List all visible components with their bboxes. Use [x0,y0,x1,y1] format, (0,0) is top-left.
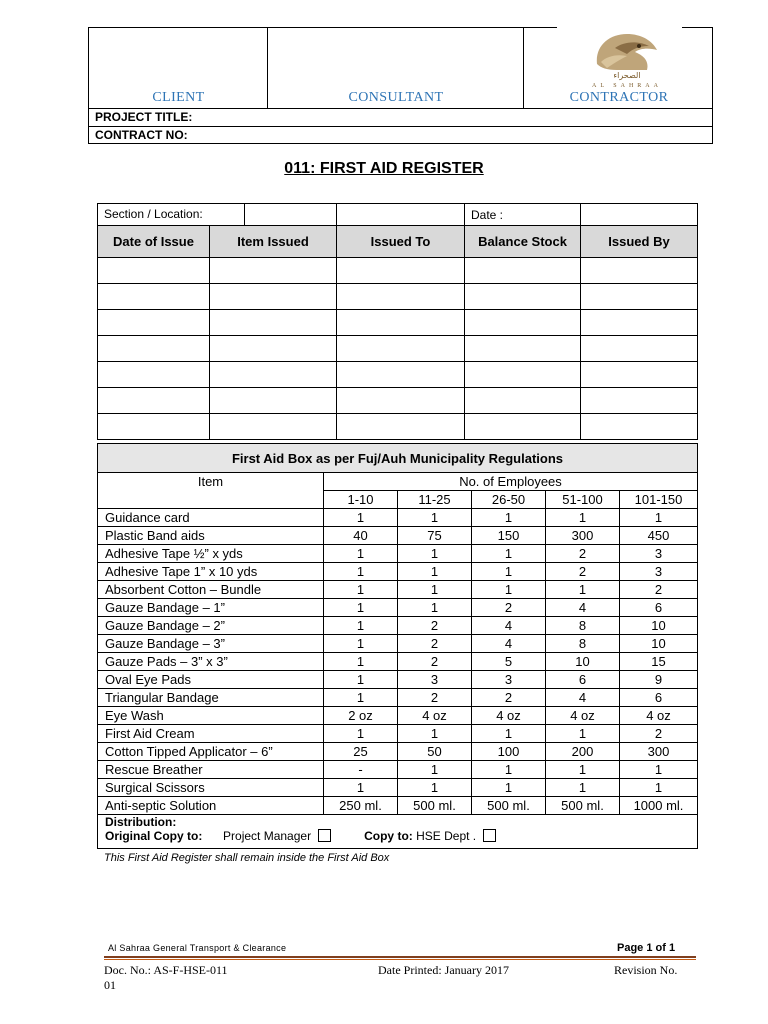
falcon-logo-icon [557,26,682,90]
regulation-item: Absorbent Cotton – Bundle [98,581,324,599]
regulation-quantity: 2 [620,581,698,599]
project-manager-checkbox[interactable] [318,829,331,842]
regulation-row [98,779,698,797]
register-entry-row [98,258,698,284]
entry-cell[interactable] [210,336,337,362]
register-entry-row [98,388,698,414]
regulation-quantity: 500 ml. [472,797,546,815]
entry-cell[interactable] [210,310,337,336]
svg-text:AL SAHRAA: AL SAHRAA [592,83,662,89]
regulations-header-row [98,473,698,491]
date-label: Date : [465,204,581,226]
regulation-quantity: 1 [398,581,472,599]
regulation-quantity: 50 [398,743,472,761]
regulation-quantity: 4 [472,635,546,653]
regulation-item: First Aid Cream [98,725,324,743]
section-cell [98,204,337,226]
entry-cell[interactable] [98,258,210,284]
project-title-row [89,108,712,126]
regulation-quantity: 6 [620,599,698,617]
regulation-quantity: 10 [620,617,698,635]
svg-text:الصحراء: الصحراء [613,71,641,80]
col-item-issued: Item Issued [210,226,337,258]
regulation-item: Gauze Pads – 3” x 3” [98,653,324,671]
entry-cell[interactable] [465,258,581,284]
regulation-quantity: 1 [324,617,398,635]
entry-cell[interactable] [98,284,210,310]
copy-to-label: Copy to: [364,829,413,843]
regulation-quantity: 1 [324,725,398,743]
regulation-quantity: 1 [620,779,698,797]
regulation-quantity: 1 [324,671,398,689]
entry-cell[interactable] [465,388,581,414]
regulation-quantity: 75 [398,527,472,545]
entry-cell[interactable] [581,258,698,284]
regulation-quantity: 1 [546,725,620,743]
register-entry-row [98,310,698,336]
regulation-row [98,563,698,581]
regulation-quantity: 300 [546,527,620,545]
range-header: 26-50 [472,491,546,509]
entry-cell[interactable] [465,310,581,336]
entry-cell[interactable] [581,388,698,414]
regulation-quantity: 4 [472,617,546,635]
regulation-row [98,761,698,779]
footer-company: Al Sahraa General Transport & Clearance [108,943,287,953]
col-issued-by: Issued By [581,226,698,258]
section-label: Section / Location: [98,204,245,225]
regulation-quantity: 4 oz [398,707,472,725]
regulation-quantity: 1 [472,779,546,797]
regulation-row [98,743,698,761]
document-header [88,27,713,144]
regulation-quantity: 2 [472,689,546,707]
company-logo [557,26,682,90]
footer-divider-thin [104,959,696,960]
distribution-cell [98,815,698,849]
register-entry-row [98,336,698,362]
regulation-quantity: 25 [324,743,398,761]
register-entry-row [98,284,698,310]
footer-page-number: Page 1 of 1 [617,942,676,954]
regulation-row [98,599,698,617]
regulation-row [98,617,698,635]
date-field[interactable] [581,204,698,226]
regulation-quantity: 3 [620,563,698,581]
regulation-quantity: 1 [398,563,472,581]
regulation-row [98,653,698,671]
section-field[interactable] [245,204,336,225]
entry-cell[interactable] [465,336,581,362]
regulation-row [98,689,698,707]
contractor-label: CONTRACTOR [569,90,669,105]
footer-divider [104,956,696,958]
regulation-quantity: 2 [546,563,620,581]
regulation-quantity: 4 oz [620,707,698,725]
regulation-quantity: 4 [546,599,620,617]
regulation-item: Triangular Bandage [98,689,324,707]
regulation-item: Rescue Breather [98,761,324,779]
regulation-row [98,797,698,815]
regulation-quantity: 2 [398,617,472,635]
regulation-quantity: 40 [324,527,398,545]
entry-cell[interactable] [581,310,698,336]
regulation-quantity: 1 [324,509,398,527]
hse-dept-checkbox[interactable] [483,829,496,842]
section-value-cell[interactable] [337,204,465,226]
regulation-quantity: 2 [546,545,620,563]
regulation-quantity: 2 [398,689,472,707]
regulation-quantity: 2 [472,599,546,617]
regulations-title-row [98,444,698,473]
regulation-quantity: 1 [472,509,546,527]
regulation-row [98,581,698,599]
col-balance-stock: Balance Stock [465,226,581,258]
regulation-item: Eye Wash [98,707,324,725]
regulation-row [98,671,698,689]
client-label: CLIENT [152,90,205,105]
entry-cell[interactable] [210,258,337,284]
regulation-row [98,509,698,527]
regulation-quantity: 1 [398,761,472,779]
col-date-of-issue: Date of Issue [98,226,210,258]
footer-revision: Revision No. [614,963,678,977]
entry-cell[interactable] [337,388,465,414]
entry-cell[interactable] [210,388,337,414]
entry-cell[interactable] [581,336,698,362]
footer-revision-value: 01 [104,978,116,992]
regulation-quantity: 1 [398,599,472,617]
entry-cell[interactable] [465,362,581,388]
regulation-quantity: 4 oz [472,707,546,725]
regulation-quantity: 6 [546,671,620,689]
regulation-item: Adhesive Tape 1” x 10 yds [98,563,324,581]
regulation-quantity: 500 ml. [546,797,620,815]
regulation-quantity: 1 [472,761,546,779]
regulation-quantity: 500 ml. [398,797,472,815]
regulation-item: Anti-septic Solution [98,797,324,815]
original-copy-label: Original Copy to: [105,829,203,843]
regulation-row [98,725,698,743]
regulations-title: First Aid Box as per Fuj/Auh Municipality Regulations [98,444,698,473]
regulation-quantity: 3 [472,671,546,689]
range-header: 1-10 [324,491,398,509]
register-note: This First Aid Register shall remain inside the First Aid Box [104,852,390,864]
regulation-quantity: 1 [620,509,698,527]
regulation-quantity: 1 [324,581,398,599]
entry-cell[interactable] [98,414,210,440]
regulation-quantity: 1000 ml. [620,797,698,815]
regulation-quantity: 200 [546,743,620,761]
regulation-quantity: 1 [472,725,546,743]
regulation-quantity: 10 [546,653,620,671]
range-header: 51-100 [546,491,620,509]
register-header-row [98,226,698,258]
regulation-quantity: 1 [472,581,546,599]
regulation-quantity: 2 [398,635,472,653]
regulation-item: Gauze Bandage – 3” [98,635,324,653]
regulation-quantity: 6 [620,689,698,707]
entry-cell[interactable] [465,414,581,440]
document-title: 011: FIRST AID REGISTER [284,160,484,177]
regulation-row [98,635,698,653]
regulation-quantity: 1 [620,761,698,779]
register-entry-row [98,414,698,440]
footer-date-printed: Date Printed: January 2017 [378,963,509,977]
entry-cell[interactable] [98,362,210,388]
regulation-item: Cotton Tipped Applicator – 6” [98,743,324,761]
regulation-quantity: 2 oz [324,707,398,725]
item-header: Item [98,473,324,509]
entry-cell[interactable] [210,414,337,440]
regulation-quantity: 150 [472,527,546,545]
regulation-quantity: 8 [546,617,620,635]
regulation-item: Adhesive Tape ½” x yds [98,545,324,563]
regulation-item: Surgical Scissors [98,779,324,797]
distribution-row [98,815,698,849]
entry-cell[interactable] [581,414,698,440]
regulation-item: Gauze Bandage – 2” [98,617,324,635]
regulation-quantity: 300 [620,743,698,761]
entry-cell[interactable] [210,284,337,310]
consultant-label: CONSULTANT [348,90,444,105]
regulation-quantity: 1 [324,545,398,563]
regulation-quantity: 4 [546,689,620,707]
register-table [97,203,698,440]
regulation-row [98,527,698,545]
entry-cell[interactable] [98,336,210,362]
contract-no-row [89,126,712,144]
regulation-quantity: 2 [620,725,698,743]
regulation-quantity: 450 [620,527,698,545]
regulation-quantity: 1 [324,599,398,617]
contract-no-label: CONTRACT NO: [95,128,188,142]
register-meta-row [98,204,698,226]
regulation-quantity: 1 [546,779,620,797]
regulation-quantity: 1 [398,545,472,563]
regulation-quantity: 3 [620,545,698,563]
project-title-label: PROJECT TITLE: [95,110,193,124]
regulation-quantity: 1 [324,653,398,671]
regulation-row [98,545,698,563]
regulation-item: Oval Eye Pads [98,671,324,689]
regulation-quantity: 1 [398,725,472,743]
regulation-quantity: 100 [472,743,546,761]
regulation-quantity: 9 [620,671,698,689]
entry-cell[interactable] [98,388,210,414]
entry-cell[interactable] [210,362,337,388]
entry-cell[interactable] [581,284,698,310]
regulation-quantity: 1 [546,761,620,779]
regulation-quantity: 1 [472,545,546,563]
regulation-quantity: 1 [472,563,546,581]
entry-cell[interactable] [337,336,465,362]
regulation-item: Gauze Bandage – 1” [98,599,324,617]
regulation-item: Plastic Band aids [98,527,324,545]
original-copy-value: Project Manager [223,829,312,843]
regulation-quantity: 3 [398,671,472,689]
entry-cell[interactable] [337,258,465,284]
entry-cell[interactable] [337,362,465,388]
regulation-quantity: 1 [546,581,620,599]
employees-header: No. of Employees [324,473,698,491]
regulation-item: Guidance card [98,509,324,527]
regulation-quantity: 8 [546,635,620,653]
register-entry-row [98,362,698,388]
regulation-quantity: 4 oz [546,707,620,725]
entry-cell[interactable] [98,310,210,336]
regulation-quantity: 1 [398,509,472,527]
entry-cell[interactable] [337,414,465,440]
regulation-quantity: 1 [324,689,398,707]
regulation-quantity: 1 [324,635,398,653]
regulation-quantity: 1 [546,509,620,527]
regulation-quantity: 1 [324,779,398,797]
range-header: 101-150 [620,491,698,509]
regulation-quantity: 250 ml. [324,797,398,815]
entry-cell[interactable] [337,310,465,336]
regulation-quantity: 1 [324,563,398,581]
entry-cell[interactable] [337,284,465,310]
regulation-row [98,707,698,725]
copy-to-value: HSE Dept . [416,829,477,843]
entry-cell[interactable] [465,284,581,310]
col-issued-to: Issued To [337,226,465,258]
regulation-quantity: 2 [398,653,472,671]
regulation-quantity: 15 [620,653,698,671]
regulation-quantity: 5 [472,653,546,671]
regulation-quantity: - [324,761,398,779]
regulations-table [97,443,698,849]
regulation-quantity: 1 [398,779,472,797]
regulation-quantity: 10 [620,635,698,653]
range-header: 11-25 [398,491,472,509]
distribution-label: Distribution: [105,815,177,829]
entry-cell[interactable] [581,362,698,388]
footer-doc-no: Doc. No.: AS-F-HSE-011 [104,963,228,977]
